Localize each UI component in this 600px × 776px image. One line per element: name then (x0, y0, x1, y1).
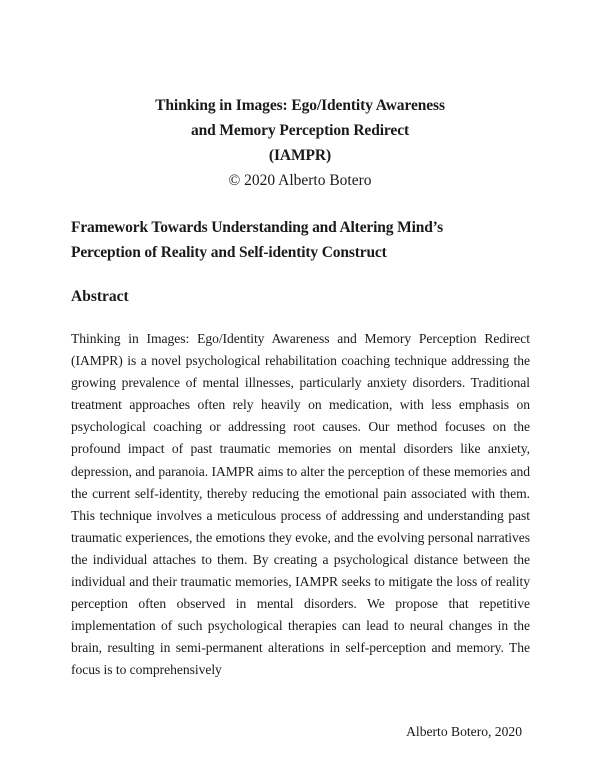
subtitle (71, 215, 541, 265)
title-line-3: (IAMPR) (268, 147, 332, 164)
title-block (0, 93, 600, 193)
abstract-heading: Abstract (71, 288, 129, 305)
abstract-paragraph: Thinking in Images: Ego/Identity Awareness and Memory Perception Redirect (IAMPR) is a novel psychological rehabilitation coaching technique addressing the growing prevalence of mental illnesses, particularly anxiety disorders. Traditional treatment approaches often rely heavily on medication, with less emphasis on psychological coaching or addressing root causes. Our method focuses on the profound impact of past traumatic memories on mental disorders like anxiety, depression, and paranoia. IAMPR aims to alter the perception of these memories and the current self-identity, thereby reducing the emotional pain associated with them. This technique involves a meticulous process of addressing and understanding past traumatic experiences, the emotions they evoke, and the evolving personal narratives the individual attaches to them. By creating a psychological distance between the individual and their traumatic memories, IAMPR seeks to mitigate the loss of reality perception often observed in mental disorders. We propose that repetitive implementation of such psychological therapies can lead to neural changes in the brain, resulting in semi-permanent alterations in self-perception and memory. The focus is to comprehensively (71, 331, 530, 678)
copyright-line: © 2020 Alberto Botero (228, 172, 372, 189)
subtitle-line-2: Perception of Reality and Self-identity Construct (71, 244, 387, 261)
page-footer: Alberto Botero, 2020 (406, 724, 522, 739)
subtitle-line-1: Framework Towards Understanding and Altering Mind’s (71, 219, 444, 236)
title-line-1: Thinking in Images: Ego/Identity Awareness (155, 97, 445, 114)
title-line-2: and Memory Perception Redirect (190, 122, 410, 139)
